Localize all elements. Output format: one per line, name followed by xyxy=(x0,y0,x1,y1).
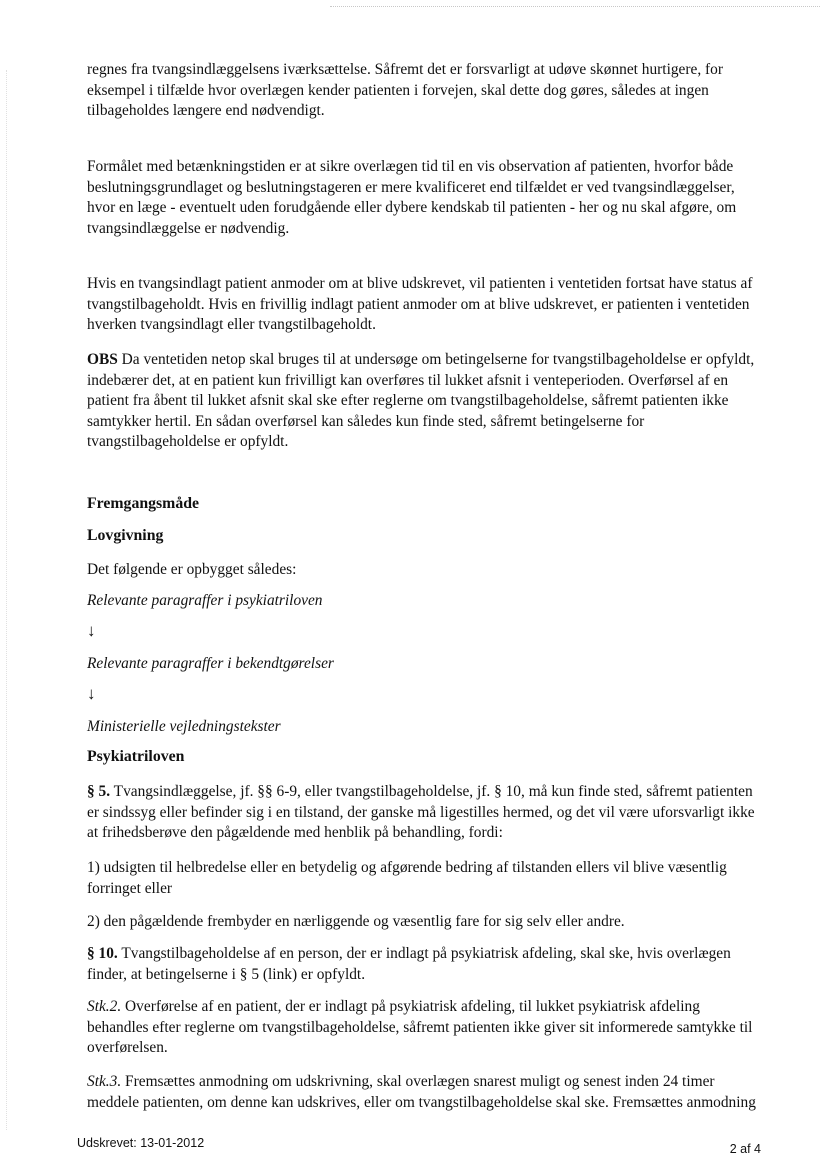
law-stk-3 xyxy=(87,1072,757,1113)
stk-2-text: Overførelse af en patient, der er indlagt på psykiatrisk afdeling, til lukket psykiatrisk afdeling behandles efter reglerne om tvangstilbageholdelse, såfremt patienten ikke giver sit informerede samtykke til overførelsen. xyxy=(87,998,753,1056)
structure-item-bekendtgoerelser: Relevante paragraffer i bekendtgørelser xyxy=(87,655,334,672)
paragraph-udskrivning-status: Hvis en tvangsindlagt patient anmoder om at blive udskrevet, vil patienten i ventetiden fortsat have status af tvangstilbageholdt. Hvis en frivillig indlagt patient anmoder om at blive udskrevet, er patienten i ventetiden hverken tvangsindlagt eller tvangstilbageholdt. xyxy=(87,275,753,333)
footer-page-number: 2 af 4 xyxy=(729,1142,761,1156)
heading-psykiatriloven: Psykiatriloven xyxy=(87,748,185,765)
stk-3-text: Fremsættes anmodning om udskrivning, skal overlægen snarest muligt og senest inden 24 timer meddele patienten, om denne kan udskrives, eller om tvangstilbageholdelse skal ske. Fremsættes anmodning xyxy=(87,1073,756,1111)
paragraph-ventetid: regnes fra tvangsindlæggelsens iværksættelse. Såfremt det er forsvarligt at udøve skønnet hurtigere, for eksempel i tilfælde hvor overlægen kender patienten i forvejen, skal dette dog gøres, således at ingen tilbageholdes længere end nødvendigt. xyxy=(87,61,723,119)
stk-3-label: Stk.3. xyxy=(87,1073,122,1090)
heading-lovgivning: Lovgivning xyxy=(87,527,164,544)
heading-fremgangsmaade: Fremgangsmåde xyxy=(87,495,200,512)
structure-item-vejledning: Ministerielle vejledningstekster xyxy=(87,718,281,735)
section-10-text: Tvangstilbageholdelse af en person, der er indlagt på psykiatrisk afdeling, skal ske, hvis overlægen finder, at betingelserne i § 5 (link) er opfyldt. xyxy=(87,945,731,983)
section-5-label: § 5. xyxy=(87,783,111,800)
section-5-text: Tvangsindlæggelse, jf. §§ 6-9, eller tvangstilbageholdelse, jf. § 10, må kun finde sted, såfremt patienten er sindssyg eller befinder sig i en tilstand, der ganske må ligestilles hermed, og det vil være uforsvarligt ikke at frihedsberøve den pågældende med henblik på behandling, fordi: xyxy=(87,783,755,841)
down-arrow-icon: ↓ xyxy=(87,684,96,703)
section-10-label: § 10. xyxy=(87,945,118,962)
footer-print-date: Udskrevet: 13-01-2012 xyxy=(77,1136,205,1150)
paragraph-formaal: Formålet med betænkningstiden er at sikre overlægen tid til en vis observation af patienten, hvorfor både beslutningsgrundlaget og beslutningstageren er mere kvalificeret end tilfældet er ved tvangsindlæggelser, hvor en læge - eventuelt uden forudgående eller dybere kendskab til patienten - her og nu skal afgøre, om tvangsindlæggelse er nødvendig. xyxy=(87,158,737,237)
structure-intro: Det følgende er opbygget således: xyxy=(87,561,297,578)
structure-item-psykiatriloven: Relevante paragraffer i psykiatriloven xyxy=(87,592,323,609)
scan-edge-line-left xyxy=(6,70,7,1130)
law-stk-2 xyxy=(87,997,757,1059)
law-paragraph-10 xyxy=(87,944,757,985)
law-paragraph-5-item-1: 1) udsigten til helbredelse eller en betydelig og afgørende bedring af tilstanden ellers vil blive væsentlig forringet eller xyxy=(87,859,727,897)
stk-2-label: Stk.2. xyxy=(87,998,122,1015)
paragraph-obs xyxy=(87,350,757,453)
law-paragraph-5 xyxy=(87,782,757,844)
obs-label: OBS xyxy=(87,351,118,368)
down-arrow-icon: ↓ xyxy=(87,621,96,640)
obs-text: Da ventetiden netop skal bruges til at undersøge om betingelserne for tvangstilbageholdelse er opfyldt, indebærer det, at en patient kun frivilligt kan overføres til lukket afsnit i venteperioden. Overførsel af en patient fra åbent til lukket afsnit skal ske efter reglerne om tvangstilbageholdelse, såfremt patienten ikke samtykker hertil. En sådan overførsel kan således kun finde sted, såfremt betingelserne for tvangstilbageholdelse er opfyldt. xyxy=(87,351,755,450)
law-paragraph-5-item-2: 2) den pågældende frembyder en nærliggende og væsentlig fare for sig selv eller andre. xyxy=(87,913,625,930)
scan-edge-line xyxy=(330,6,820,7)
